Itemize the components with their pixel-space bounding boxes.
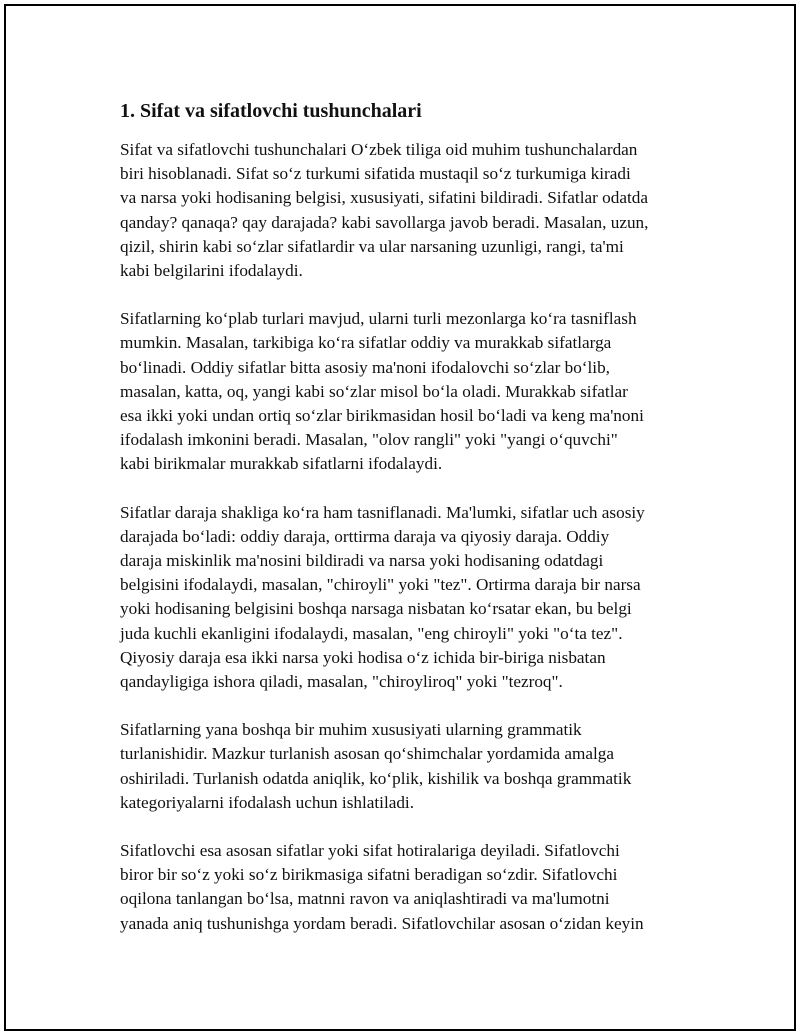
text-line: Qiyosiy daraja esa ikki narsa yoki hodisa o‘z ichida bir-biriga nisbatan [120, 647, 606, 667]
text-line: Sifat va sifatlovchi tushunchalari O‘zbek tiliga oid muhim tushunchalardan [120, 140, 638, 159]
text-line: qanday? qanaqa? qay darajada? kabi savollarga javob beradi. Masalan, uzun, [120, 212, 649, 232]
text-line: va narsa yoki hodisaning belgisi, xususiyati, sifatini bildiradi. Sifatlar odatda [120, 188, 648, 208]
paragraph [120, 307, 700, 476]
paragraph [120, 501, 700, 695]
page-frame [4, 4, 796, 1031]
text-line: darajada bo‘ladi: oddiy daraja, orttirma daraja va qiyosiy daraja. Oddiy [120, 526, 610, 546]
paragraph [120, 138, 700, 283]
text-line: biror bir so‘z yoki so‘z birikmasiga sifatni beradigan so‘zdir. Sifatlovchi [120, 865, 618, 885]
text-line: mumkin. Masalan, tarkibiga ko‘ra sifatlar oddiy va murakkab sifatlarga [120, 333, 612, 353]
text-line: yoki hodisaning belgisini boshqa narsaga nisbatan ko‘rsatar ekan, bu belgi [120, 599, 632, 619]
text-line: yanada aniq tushunishga yordam beradi. Sifatlovchilar asosan o‘zidan keyin [120, 913, 644, 933]
text-line: belgisini ifodalaydi, masalan, "chiroyli" yoki "tez". Ortirma daraja bir narsa [120, 575, 641, 595]
text-line: Sifatlarning ko‘plab turlari mavjud, ularni turli mezonlarga ko‘ra tasniflash [120, 309, 637, 329]
text-line: qizil, shirin kabi so‘zlar sifatlardir va ular narsaning uzunligi, rangi, ta'mi [120, 236, 624, 256]
text-line: esa ikki yoki undan ortiq so‘zlar birikmasidan hosil bo‘ladi va keng ma'noni [120, 406, 644, 426]
text-line: kabi belgilarini ifodalaydi. [120, 261, 303, 281]
document-body [120, 98, 700, 960]
text-line: bo‘linadi. Oddiy sifatlar bitta asosiy ma'noni ifodalovchi so‘zlar bo‘lib, [120, 357, 610, 377]
text-line: Sifatlovchi esa asosan sifatlar yoki sifat hotiralariga deyiladi. Sifatlovchi [120, 841, 620, 861]
document-title: 1. Sifat va sifatlovchi tushunchalari [120, 100, 422, 122]
text-line: masalan, katta, oq, yangi kabi so‘zlar misol bo‘la oladi. Murakkab sifatlar [120, 381, 628, 401]
text-line: juda kuchli ekanligini ifodalaydi, masalan, "eng chiroyli" yoki "o‘ta tez". [120, 623, 623, 643]
text-line: Sifatlar daraja shakliga ko‘ra ham tasniflanadi. Ma'lumki, sifatlar uch asosiy [120, 502, 645, 522]
text-line: ifodalash imkonini beradi. Masalan, "olov rangli" yoki "yangi o‘quvchi" [120, 430, 618, 450]
text-line: oqilona tanlangan bo‘lsa, matnni ravon va aniqlashtiradi va ma'lumotni [120, 889, 610, 909]
paragraph [120, 718, 700, 815]
text-line: daraja miskinlik ma'nosini bildiradi va narsa yoki hodisaning odatdagi [120, 551, 604, 571]
text-line: Sifatlarning yana boshqa bir muhim xususiyati ularning grammatik [120, 720, 582, 740]
text-line: biri hisoblanadi. Sifat so‘z turkumi sifatida mustaqil so‘z turkumiga kiradi [120, 164, 631, 184]
text-line: qandayligiga ishora qiladi, masalan, "chiroyliroq" yoki "tezroq". [120, 672, 563, 692]
text-line: oshiriladi. Turlanish odatda aniqlik, ko‘plik, kishilik va boshqa grammatik [120, 768, 632, 788]
paragraph [120, 839, 700, 936]
text-line: kategoriyalarni ifodalash uchun ishlatiladi. [120, 792, 415, 812]
text-line: kabi birikmalar murakkab sifatlarni ifodalaydi. [120, 454, 443, 474]
text-line: turlanishidir. Mazkur turlanish asosan qo‘shimchalar yordamida amalga [120, 744, 615, 764]
